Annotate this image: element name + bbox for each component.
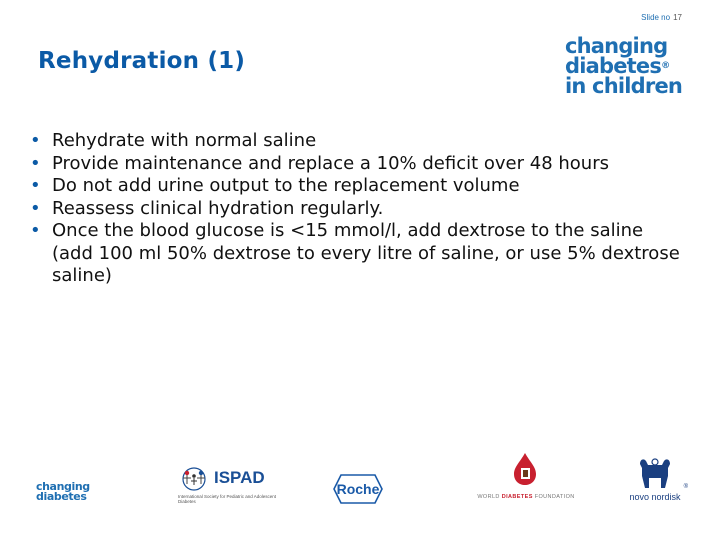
changing-diabetes-in-children-logo <box>565 36 690 96</box>
roche-logo <box>333 474 383 504</box>
blood-drop-icon <box>512 452 538 486</box>
apis-bull-icon <box>634 456 676 490</box>
bullet-item: • Provide maintenance and replace a 10% deficit over 48 hours <box>30 153 680 176</box>
brand-registered-mark: ® <box>661 61 671 71</box>
novo-nordisk-name: novo nordisk <box>629 492 681 502</box>
wdf-highlight: DIABETES <box>501 494 533 500</box>
world-diabetes-foundation-logo <box>470 452 582 504</box>
slide-title: Rehydration (1) <box>38 48 246 74</box>
wdf-suffix: FOUNDATION <box>534 494 575 500</box>
brand-line-3: in children <box>565 74 683 98</box>
bullet-list <box>30 130 680 288</box>
bullet-item: • Rehydrate with normal saline <box>30 130 680 153</box>
ispad-name: ISPAD <box>214 468 265 487</box>
wdf-wordmark <box>470 494 582 500</box>
novo-registered-mark: ® <box>683 484 688 490</box>
novo-nordisk-logo <box>622 456 688 504</box>
brand-line-1: changing <box>565 34 668 58</box>
bullet-item: • Reassess clinical hydration regularly. <box>30 198 680 221</box>
ispad-tagline: International Society for Pediatric and Adolescent Diabetes <box>178 494 277 504</box>
changing-diabetes-logo <box>36 482 90 502</box>
changing-diabetes-line-1: changing <box>36 480 90 493</box>
wdf-prefix: WORLD <box>477 494 500 500</box>
roche-label: Roche <box>336 481 380 497</box>
ispad-logo <box>176 466 276 504</box>
slide-number-label: Slide no <box>641 13 671 22</box>
brand-line-2: diabetes <box>565 54 662 78</box>
bullet-item: • Do not add urine output to the replacement volume <box>30 175 680 198</box>
slide-number <box>641 13 682 22</box>
slide-number-value: 17 <box>673 13 682 22</box>
changing-diabetes-line-2: diabetes <box>36 490 87 503</box>
bullet-item: • Once the blood glucose is <15 mmol/l, add dextrose to the saline (add 100 ml 50% dextrose to every litre of saline, or use 5% dextrose saline) <box>30 220 680 288</box>
ispad-figures-icon <box>176 466 212 494</box>
